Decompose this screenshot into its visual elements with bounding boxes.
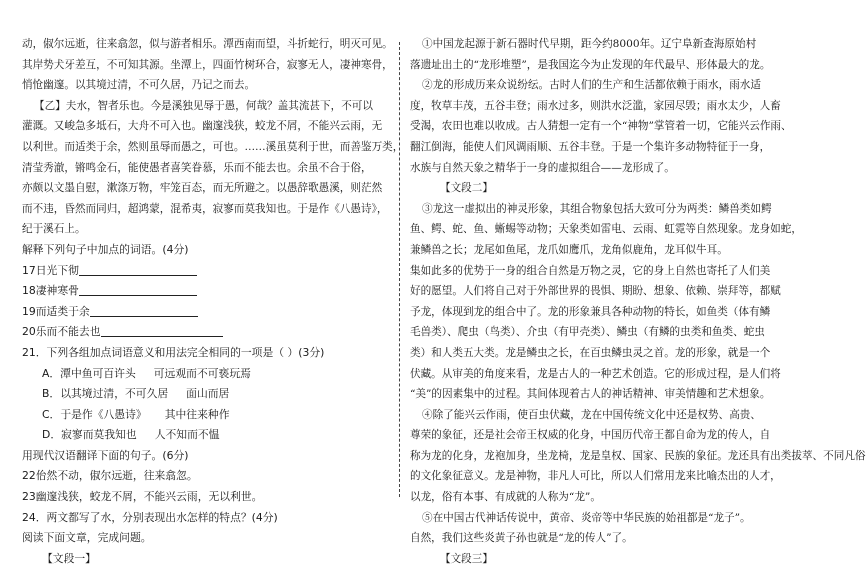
- translate-question: 用现代汉语翻译下面的句子。(6分): [22, 448, 189, 462]
- answer-blank[interactable]: [90, 304, 198, 317]
- passage-line: 毛兽类）、爬虫（鸟类）、介虫（有甲壳类）、鳞虫（有鳞的虫类和鱼类、蛇虫: [410, 326, 765, 339]
- passage-line: 称为龙的化身，龙袍加身，坐龙椅，龙是皇权、国家、民族的象征。龙还具有出类拔萃、不同凡俗: [410, 449, 866, 462]
- option-pair: 人不知而不愠: [154, 428, 220, 442]
- essay-line: 以利世。而适类于余，然则虽辱而愚之，可也。……溪虽莫利于世，而善鉴万类，: [22, 140, 404, 153]
- right-column: [410, 34, 866, 569]
- passage-line: ⑤在中国古代神话传说中，黄帝、炎帝等中华民族的始祖都是“龙子”。: [422, 511, 751, 524]
- explain-item-text: 20乐而不能去也: [22, 325, 101, 339]
- question-24: 24．两文都写了水，分别表现出水怎样的特点？(4分): [22, 510, 278, 524]
- passage-line: 翻江倒海，能使人们风调雨顺、五谷丰登。于是一个集许多动物特征于一身，: [410, 140, 771, 153]
- passage-line: 水族与自然天象之精华于一身的虚拟组合——龙形成了。: [410, 161, 675, 174]
- translate-item-23: 23幽邃浅狭，蛟龙不屑，不能兴云雨，无以利世。: [22, 490, 263, 504]
- passage-line: 度，牧草丰茂，五谷丰登；雨水过多，则洪水泛滥，家园尽毁；雨水太少，人畜: [410, 99, 781, 112]
- section-heading-3: 【文段三】: [440, 552, 493, 565]
- translate-item-22: 22佁然不动，俶尔远逝，往来翕忽。: [22, 469, 198, 483]
- passage-line: 好的愿望。人们将自己对于外部世界的畏惧、期盼、想象、依赖、崇拜等，都赋: [410, 285, 781, 298]
- answer-blank[interactable]: [79, 263, 197, 276]
- essay-line: 而不违，昏然而同归，超鸿蒙，混希夷，寂寥而莫我知也。于是作《八愚诗》，: [22, 202, 388, 215]
- passage-line: 尊荣的象征，还是社会帝王权威的化身，中国历代帝王都自命为龙的传人，自: [410, 429, 771, 442]
- passage-line: ①中国龙起源于新石器时代早期，距今约8000年。辽宁阜新查海原始村: [422, 38, 757, 50]
- passage-line: 受渴，农田也难以收成。古人猜想一定有一个“神物”掌管着一切，它能兴云作雨、: [410, 120, 792, 133]
- option-pair: 可远观而不可亵玩焉: [153, 366, 251, 380]
- essay-line: 其岸势犬牙差互，不可知其源。坐潭上，四面竹树环合，寂寥无人，凄神寒骨，: [22, 58, 393, 71]
- explain-item-text: 17日光下彻: [22, 263, 79, 277]
- passage-line: 予龙，体现到龙的组合中了。龙的形象兼具各种动物的特长，如鱼类（体有鳞: [410, 305, 771, 318]
- passage-line: 自然，我们这些炎黄子孙也就是“龙的传人”了。: [410, 532, 633, 545]
- left-column: [22, 34, 404, 569]
- explain-item-17: [22, 261, 390, 282]
- option-label: A．潭中鱼可百许头: [42, 366, 136, 380]
- essay-line: 灌溉。又峻急多坻石，大舟不可入也。幽邃浅狭，蛟龙不屑，不能兴云雨，无: [22, 120, 383, 133]
- option-label: C．于是作《八愚诗》: [42, 407, 147, 421]
- reading-prompt: 阅读下面文章，完成问题。: [22, 531, 152, 545]
- explain-item-text: 18凄神寒骨: [22, 284, 79, 298]
- passage-line: 的文化象征意义。龙是神物，非凡人可比，所以人们常用龙来比喻杰出的人才，: [410, 470, 781, 483]
- section-heading-2: 【文段二】: [440, 182, 493, 195]
- essay-line: 动，俶尔远逝，往来翕忽，似与游者相乐。潭西南而望，斗折蛇行，明灭可见。: [22, 38, 393, 50]
- passage-line: 集如此多的优势于一身的组合自然是万物之灵，它的身上自然也寄托了人们美: [410, 264, 771, 277]
- option-b[interactable]: [22, 384, 390, 405]
- passage-line: ③龙这一虚拟出的神灵形象，其组合物象包括大致可分为两类：鳞兽类如鳄: [422, 202, 772, 215]
- explain-item-20: [22, 322, 390, 343]
- passage-line: 鱼、鳄、蛇、鱼、蜥蜴等动物；天象类如雷电、云雨、虹霓等自然现象。龙身如蛇，: [410, 223, 802, 236]
- column-divider: [399, 42, 400, 497]
- essay-line: 【乙】夫水，智者乐也。今是溪独见辱于愚，何哉？盖其流甚下，不可以: [34, 99, 373, 112]
- explain-item-19: [22, 302, 390, 323]
- question-21: 21．下列各组加点词语意义和用法完全相同的一项是（ ）(3分): [22, 345, 325, 359]
- passage-line: 兼鳞兽之长；龙尾如鱼尾，龙爪如鹰爪，龙角似鹿角，龙耳似牛耳。: [410, 243, 728, 256]
- explain-item-text: 19而适类于余: [22, 304, 90, 318]
- option-label: B．以其境过清，不可久居: [42, 387, 169, 401]
- essay-line: 亦颇以文墨自慰，漱涤万物，牢笼百态，而无所避之。以愚辞歌愚溪，则茫然: [22, 182, 383, 195]
- section-heading-1: 【文段一】: [42, 551, 96, 565]
- essay-line: 纪于溪石上。: [22, 223, 86, 236]
- passage-line: 伏藏。从审美的角度来看，龙是古人的一种艺术创造。它的形成过程，是人们将: [410, 367, 781, 380]
- option-label: D．寂寥而莫我知也: [42, 428, 137, 442]
- passage-line: 类）和人类五大类。龙是鳞虫之长，在百虫鳞虫灵之首。龙的形象，就是一个: [410, 346, 771, 359]
- option-a[interactable]: [22, 364, 390, 385]
- option-c[interactable]: [22, 405, 390, 426]
- answer-blank[interactable]: [101, 324, 223, 337]
- option-pair: 其中往来种作: [164, 407, 230, 421]
- passage-line: ②龙的形成历来众说纷纭。古时人们的生产和生活都依赖于雨水，雨水适: [422, 79, 761, 92]
- option-pair: 面山而居: [186, 387, 230, 401]
- answer-blank[interactable]: [79, 283, 197, 296]
- passage-line: 以龙，俗有本事、有成就的人称为“龙”。: [410, 491, 601, 504]
- explain-item-18: [22, 281, 390, 302]
- essay-line: 悄怆幽邃。以其境过清，不可久居，乃记之而去。: [22, 79, 256, 92]
- essay-line: 清莹秀澈，锵鸣金石，能使愚者喜笑眷慕，乐而不能去也。余虽不合于俗，: [22, 161, 372, 174]
- explain-question: 解释下列句子中加点的词语。(4分): [22, 242, 189, 256]
- passage-line: “美”的因素集中的过程。其间体现着古人的神话精神、审美情趣和艺术想象。: [410, 388, 771, 401]
- passage-line: 落遗址出土的“龙形堆塑”，是我国迄今为止发现的年代最早、形体最大的龙。: [410, 58, 771, 71]
- option-d[interactable]: [22, 425, 390, 446]
- passage-line: ④除了能兴云作雨，使百虫伏藏，龙在中国传统文化中还是权势、高贵、: [422, 408, 761, 421]
